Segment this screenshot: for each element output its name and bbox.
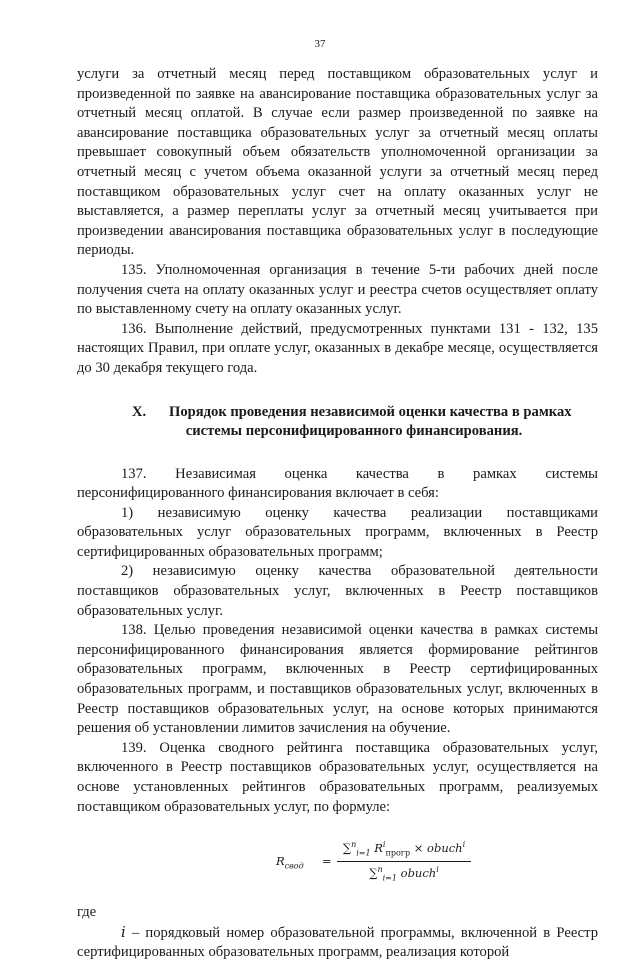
section-heading bbox=[77, 403, 598, 443]
paragraph-continuation: услуги за отчетный месяц перед поставщиком образовательных услуг и произведенной по заявке на авансирование поставщика образовательных услуг за отчетный месяц оплатой. В случае если размер произведенной по заявке на авансирование поставщика образовательных услуг за отчетный месяц оплаты превышает совокупный объем обязательств уполномоченной организации за отчетный месяц с учетом объема оказанной услуги за отчетный месяц перед поставщиком образовательных услуг счет на оплату оказанных услуг не выставляется, а размер переплаты услуг за отчетный месяц учитывается при произведении авансирования поставщика образовательных услуг в последующие периоды. bbox=[77, 66, 598, 259]
paragraph-138: 138. Целью проведения независимой оценки качества в рамках системы персонифицированного финансирования является формирование рейтингов образовательных программ, включенных в Реестр сертифицированных образовательных программ, и поставщиков образовательных услуг, включенных в Реестр поставщиков образовательных услуг, на основе которых принимаются решения об установлении лимитов зачисления на обучение. bbox=[77, 622, 598, 737]
page-number: 37 bbox=[314, 38, 326, 50]
formula-lhs: $R_{свод}$ bbox=[276, 854, 304, 871]
paragraph-135: 135. Уполномоченная организация в течение 5-ти рабочих дней после получения счета на оплату оказанных услуг и реестра счетов осуществляет оплату по выставленному счету на оплату оказанных услуг. bbox=[77, 261, 598, 318]
symbol-i: i bbox=[121, 923, 126, 941]
paragraph-136: 136. Выполнение действий, предусмотренных пунктами 131 - 132, 135 настоящих Правил, при оплате услуг, оказанных в декабре месяце, осуществляется до 30 декабря текущего года. bbox=[77, 320, 598, 376]
where-label: где bbox=[77, 904, 97, 921]
formula-fraction-bar bbox=[337, 861, 471, 862]
formula-numerator: ∑$^n_{i=1}$ $R^i_{прогр}$ × obuch$^i$ bbox=[342, 840, 466, 858]
rating-formula bbox=[77, 835, 598, 887]
section-title bbox=[169, 403, 589, 442]
paragraph-139: 139. Оценка сводного рейтинга поставщика образовательных услуг, включенного в Реестр поставщиков образовательных услуг, осуществляется на основе установленных рейтингов образовательных программ, реализуемых поставщиком образовательных услуг, по формуле: bbox=[77, 739, 598, 815]
paragraph-137-item-2: 2) независимую оценку качества образовательной деятельности поставщиков образовательных услуг, включенных в Реестр поставщиков образовательных услуг. bbox=[77, 563, 598, 619]
definition-i bbox=[77, 923, 598, 963]
document-body bbox=[77, 65, 598, 963]
section-title-line-2: системы персонифицированного финансирования. bbox=[185, 423, 523, 440]
section-title-line-1: Порядок проведения независимой оценки качества в рамках bbox=[169, 403, 572, 420]
formula-denominator: ∑$^n_{i=1}$ obuch$^i$ bbox=[369, 865, 439, 883]
paragraph-137: 137. Независимая оценка качества в рамках системы персонифицированного финансирования включает в себя: bbox=[77, 465, 598, 502]
definition-i-text: – порядковый номер образовательной программы, включенной в Реестр сертифицированных образовательных программ, реализация которой bbox=[77, 924, 598, 961]
paragraph-137-item-1: 1) независимую оценку качества реализации поставщиками образовательных услуг образовательных программ, включенных в Реестр сертифицированных образовательных программ; bbox=[77, 504, 598, 560]
section-number: X. bbox=[132, 403, 147, 420]
formula-equals: = bbox=[322, 854, 332, 869]
